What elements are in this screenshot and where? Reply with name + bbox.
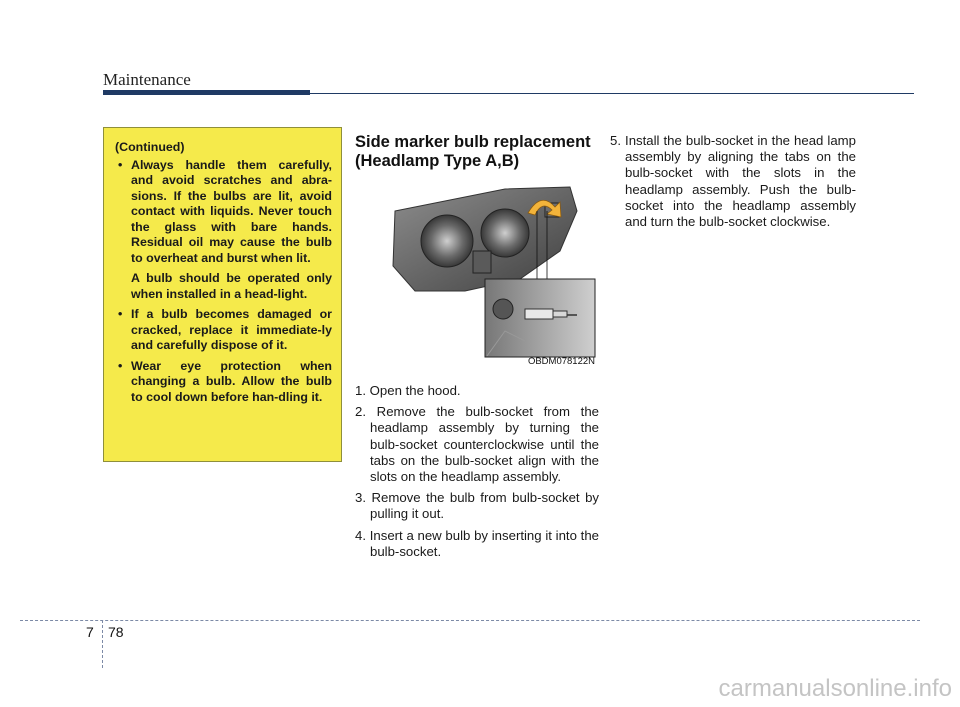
section-title-line2: (Headlamp Type A,B) [355,152,520,170]
warning-item: • Always handle them carefully, and avoid scratches and abra-sions. If the bulbs are lit, avoid contact with liquids. Never touch the glass with bare hands. Residual oil may cause the bulb to overheat and burst when lit. [115,158,332,267]
page-header-title: Maintenance [103,70,191,89]
step-item: 2. Remove the bulb-socket from the headlamp assembly by turning the bulb-socket counterclockwise until the tabs on the bulb-socket align with the slots on the headlamp assembly. [355,404,599,485]
warning-item: • If a bulb becomes damaged or cracked, replace it immediate-ly and carefully dispose of it. [115,307,332,354]
footer-rule [20,620,920,621]
step-item: 1. Open the hood. [355,383,461,398]
headlamp-illustration [355,181,599,371]
watermark: carmanualsonline.info [718,675,952,702]
steps-list-continued [610,133,856,230]
right-column [610,133,856,235]
main-column [355,133,599,565]
section-title-line1: Side marker bulb replacement [355,133,591,151]
footer-divider [102,620,103,668]
warning-item: • Wear eye protection when changing a bulb. Allow the bulb to cool down before han-dling it. [115,359,332,406]
step-item: 5. Install the bulb-socket in the head lamp assembly by aligning the tabs on the bulb-socket with the slots in the headlamp assembly. Push the bulb-socket into the headlamp assembly and turn the bulb-socket clockwise. [610,133,856,230]
warning-item-extra: A bulb should be operated only when installed in a head-light. [131,271,332,301]
warning-box [103,127,342,462]
page-number: 78 [108,624,124,640]
warning-continued: (Continued) [115,140,185,154]
header-rule-thick [103,90,310,95]
step-item: 4. Insert a new bulb by inserting it into the bulb-socket. [355,527,599,559]
headlamp-figure [355,181,599,371]
step-item: 3. Remove the bulb from bulb-socket by pulling it out. [355,490,599,522]
section-title [355,133,599,171]
header-rule-thin [310,93,914,94]
figure-code: OBDM078122N [527,356,595,367]
chapter-number: 7 [86,624,94,640]
steps-list [355,383,599,560]
